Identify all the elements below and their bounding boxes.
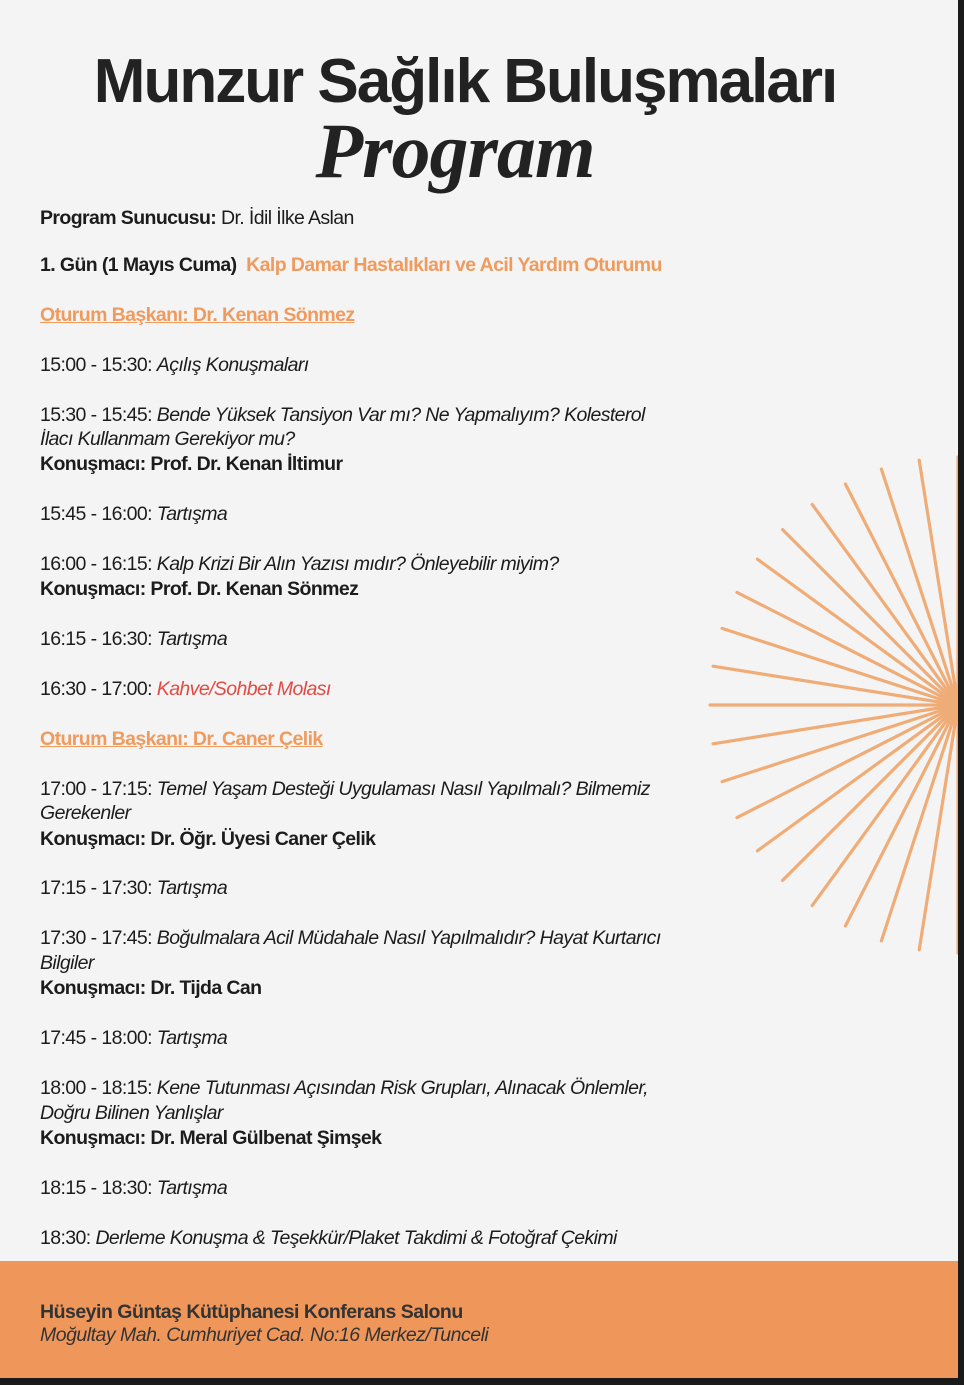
item-speaker: Konuşmacı: Prof. Dr. Kenan İltimur [40,453,343,475]
venue-footer [0,1261,958,1378]
page-title: Munzur Sağlık Buluşmaları [93,47,837,116]
item-title: Tartışma [156,628,228,650]
program-item [40,1226,617,1250]
item-time: 16:15 - 16:30: [40,628,152,650]
item-speaker: Konuşmacı: Dr. Öğr. Üyesi Caner Çelik [40,828,376,850]
item-title: Tartışma [156,877,228,899]
item-title-continued: Doğru Bilinen Yanlışlar [40,1102,223,1124]
program-item [40,677,331,701]
program-item [40,777,650,801]
program-item [40,502,227,526]
session-title: Kalp Damar Hastalıkları ve Acil Yardım Oturumu [246,254,662,276]
break-title: Kahve/Sohbet Molası [156,678,331,700]
session-chair-2[interactable]: Oturum Başkanı: Dr. Caner Çelik [40,728,323,750]
program-item [40,552,559,576]
item-speaker: Konuşmacı: Dr. Tijda Can [40,977,262,999]
item-title: Bende Yüksek Tansiyon Var mı? Ne Yapmalıyım? Kolesterol [156,404,645,426]
program-item [40,403,645,427]
item-time: 17:45 - 18:00: [40,1027,152,1049]
item-title-continued: Bilgiler [40,952,94,974]
item-title-continued: Gerekenler [40,802,131,824]
item-title: Tartışma [156,503,228,525]
item-speaker: Konuşmacı: Prof. Dr. Kenan Sönmez [40,578,359,600]
item-time: 16:30 - 17:00: [40,678,152,700]
program-item [40,1026,227,1050]
venue-name: Hüseyin Güntaş Kütüphanesi Konferans Salonu [40,1301,463,1323]
item-title: Kene Tutunması Açısından Risk Grupları, Alınacak Önlemler, [156,1077,648,1099]
item-title: Tartışma [156,1177,228,1199]
sunburst-ray [783,705,958,880]
day-label: 1. Gün (1 Mayıs Cuma) [40,254,237,276]
presenter-line [40,206,354,230]
program-item [40,627,227,651]
day-line [40,253,662,277]
program-item [40,353,309,377]
program-item [40,1076,648,1100]
session-chair-1[interactable]: Oturum Başkanı: Dr. Kenan Sönmez [40,304,355,326]
sunburst-ray [722,705,958,782]
item-speaker: Konuşmacı: Dr. Meral Gülbenat Şimşek [40,1127,382,1149]
sunburst-icon [700,455,958,965]
item-title: Temel Yaşam Desteği Uygulaması Nasıl Yapılmalı? Bilmemiz [156,778,650,800]
item-time: 17:00 - 17:15: [40,778,152,800]
item-title: Boğulmalara Acil Müdahale Nasıl Yapılmalıdır? Hayat Kurtarıcı [156,927,661,949]
item-time: 18:00 - 18:15: [40,1077,152,1099]
program-item [40,876,227,900]
sunburst-ray [812,504,958,705]
presenter-label: Program Sunucusu: [40,207,217,229]
program-item [40,926,661,950]
right-edge-bar [958,0,964,1385]
item-title-continued: İlacı Kullanmam Gerekiyor mu? [40,428,295,450]
item-title: Derleme Konuşma & Teşekkür/Plaket Takdimi & Fotoğraf Çekimi [95,1227,617,1249]
item-time: 15:45 - 16:00: [40,503,152,525]
item-time: 17:30 - 17:45: [40,927,152,949]
presenter-name: Dr. İdil İlke Aslan [220,207,354,229]
sunburst-ray [722,628,958,705]
venue-address: Moğultay Mah. Cumhuriyet Cad. No:16 Merkez/Tunceli [40,1324,489,1346]
sunburst-ray [881,705,958,941]
item-time: 15:30 - 15:45: [40,404,152,426]
item-title: Kalp Krizi Bir Alın Yazısı mıdır? Önleyebilir miyim? [156,553,559,575]
sunburst-ray [812,705,958,906]
sunburst-ray [757,705,958,851]
item-time: 18:30: [40,1227,91,1249]
item-time: 17:15 - 17:30: [40,877,152,899]
page-subtitle: Program [315,107,595,194]
item-title: Açılış Konuşmaları [156,354,309,376]
item-time: 18:15 - 18:30: [40,1177,152,1199]
program-item [40,1176,227,1200]
item-title: Tartışma [156,1027,228,1049]
item-time: 15:00 - 15:30: [40,354,152,376]
sunburst-ray [757,559,958,705]
sunburst-ray [783,530,958,705]
sunburst-ray [881,469,958,705]
item-time: 16:00 - 16:15: [40,553,152,575]
